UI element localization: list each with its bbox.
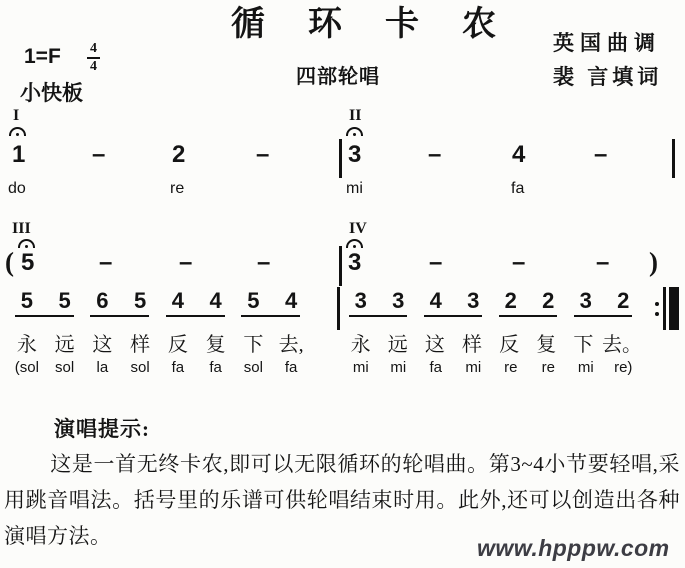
lyric: 复 [205,334,226,356]
time-signature [87,42,100,74]
solfege-lyric: re [170,180,185,197]
beamed-pair [159,290,235,317]
note: 2 [542,288,555,313]
note: 3 [354,288,367,313]
note: 3 [467,288,480,313]
voice-label: II [349,107,362,124]
note-dash: – [257,249,271,276]
open-paren: ( [5,247,14,277]
solfege: fa [209,359,222,376]
lyric: 去。 [601,334,642,356]
note: 3 [348,141,362,168]
barline [339,246,342,286]
note: 2 [504,288,517,313]
solfege: re) [614,359,633,376]
fermata-icon [9,127,26,136]
solfege: mi [577,359,594,376]
time-signature-denominator: 4 [90,59,97,74]
lyric: 下 [573,334,594,356]
note: 3 [392,288,405,313]
solfege: re [504,359,518,376]
solfege-lyric: do [8,180,26,197]
lyric-row [342,334,642,356]
tempo-marking: 小快板 [20,81,83,105]
solfege: mi [465,359,482,376]
solfege: mi [390,359,407,376]
note-dash: – [428,141,442,168]
note-dash: – [594,141,608,168]
lyric: 这 [92,334,113,356]
lyric: 样 [461,334,482,356]
note-dash: – [99,249,113,276]
barline [672,139,675,178]
solfege-row [342,360,642,377]
lyric: 复 [536,334,557,356]
beamed-pair [417,290,492,317]
lyric: 永 [16,334,37,356]
solfege: sol [243,359,263,376]
watermark-url: www.hpppw.com [477,535,670,561]
note: 4 [512,141,526,168]
lyric: 永 [350,334,371,356]
note: 5 [247,288,260,313]
note: 2 [172,141,186,168]
beamed-pair [8,290,84,317]
solfege: (sol [14,359,39,376]
lyric-row [8,334,310,356]
note-row [8,290,310,317]
note: 2 [617,288,630,313]
note: 6 [96,288,109,313]
notes-heading: 演唱提示: [54,417,150,441]
voice-label: IV [349,220,367,237]
solfege: sol [130,359,150,376]
credit-lyricist: 裴 言填词 [553,65,663,89]
note: 1 [12,141,26,168]
note: 4 [171,288,184,313]
lyric: 去, [278,334,304,356]
solfege: sol [55,359,75,376]
lyric: 反 [167,334,188,356]
close-paren: ) [649,247,658,277]
note: 5 [58,288,71,313]
note-dash: – [256,141,270,168]
beamed-pair [567,290,642,317]
solfege-lyric: fa [511,180,525,197]
note: 5 [21,249,35,276]
repeat-dots-icon [655,302,659,316]
note-dash: – [92,141,106,168]
note: 3 [348,249,362,276]
solfege: fa [429,359,442,376]
note-dash: – [512,249,526,276]
note-dash: – [429,249,443,276]
beamed-pair [84,290,160,317]
note: 4 [285,288,298,313]
lyric: 样 [130,334,151,356]
solfege: la [96,359,109,376]
solfege: fa [171,359,185,376]
note: 5 [134,288,147,313]
notes-body: 这是一首无终卡农,即可以无限循环的轮唱曲。第3~4小节要轻唱,采用跳音唱法。括号里的乐谱可供轮唱结束时用。此外,还可以创造出各种演唱方法。 [4,452,680,548]
note-row [342,290,642,317]
beamed-pair [342,290,417,317]
solfege-row [8,360,310,377]
note-dash: – [596,249,610,276]
key-signature: 1=F [24,45,61,68]
note: 5 [20,288,33,313]
fermata-icon [346,127,363,136]
lyric: 远 [54,334,75,356]
song-title: 循环卡农 [231,6,539,43]
solfege: mi [352,359,369,376]
lyric: 反 [499,334,520,356]
barline [339,139,342,178]
lyric: 这 [424,334,445,356]
song-subtitle: 四部轮唱 [296,66,380,88]
solfege: re [541,359,555,376]
fermata-icon [18,239,35,248]
note: 4 [429,288,442,313]
fermata-icon [346,239,363,248]
solfege: fa [284,359,298,376]
repeat-barline-icon [655,287,679,330]
lyric: 下 [243,334,264,356]
time-signature-numerator: 4 [87,42,100,59]
note: 3 [579,288,592,313]
voice-label: III [12,220,31,237]
beamed-pair [235,290,311,317]
voice-label: I [13,107,20,124]
measure-3 [8,290,310,377]
lyric: 远 [387,334,408,356]
credit-tune: 英国曲调 [553,31,661,55]
barline [337,287,340,330]
measure-4 [342,290,642,377]
solfege-lyric: mi [346,180,363,197]
beamed-pair [492,290,567,317]
note-dash: – [179,249,193,276]
note: 4 [209,288,222,313]
